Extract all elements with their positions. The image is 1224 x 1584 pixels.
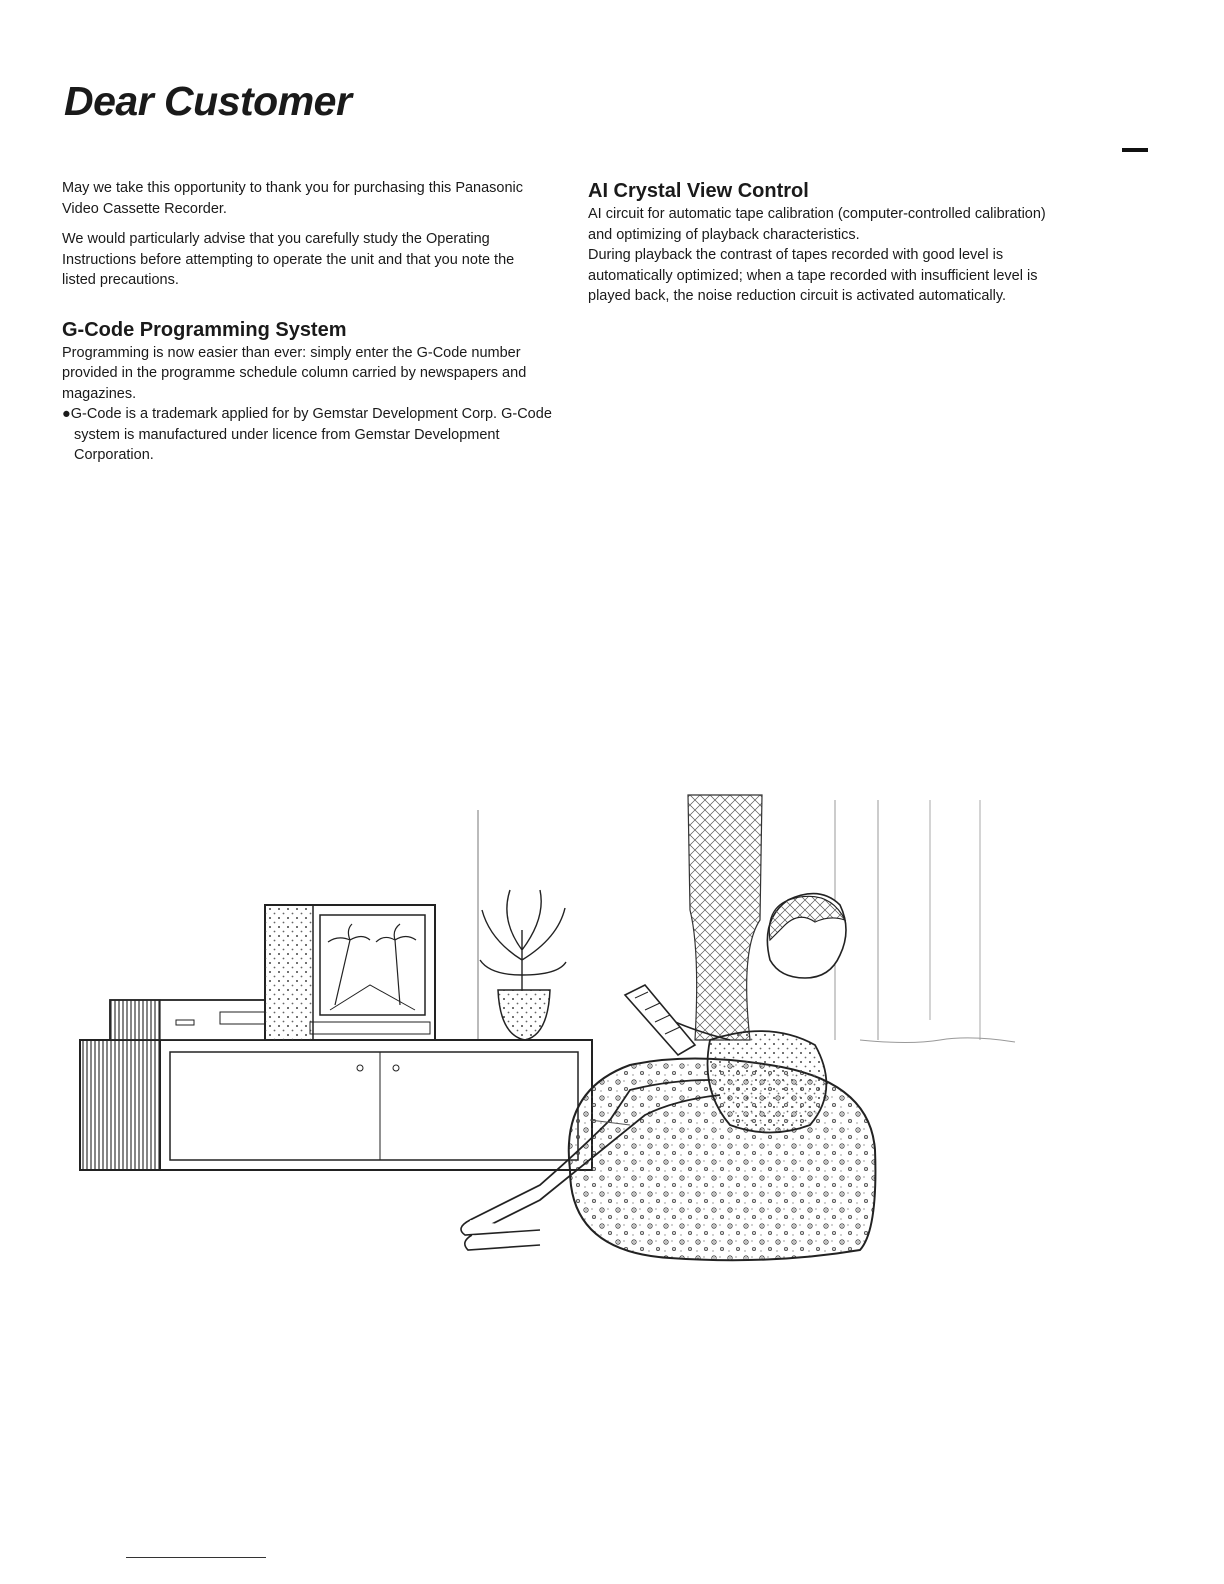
intro-paragraph-2: We would particularly advise that you carefully study the Operating Instructions before attempting to operate the unit and that you note the listed precautions. [62, 231, 515, 288]
footer-rule [126, 1557, 266, 1558]
intro-paragraph-1: May we take this opportunity to thank you for purchasing this Panasonic Video Cassette Recorder. [62, 180, 524, 217]
flower-pot [498, 990, 550, 1040]
curtain [688, 795, 762, 1040]
gcode-body: Programming is now easier than ever: simply enter the G-Code number provided in the programme schedule column carried by newspapers and magazines. [62, 344, 527, 402]
cabinet-side-shading [80, 1040, 160, 1170]
ai-crystal-paragraph-2: During playback the contrast of tapes recorded with good level is automatically optimized; when a tape recorded with insufficient level is played back, the noise reduction circuit is activated automatically. [588, 247, 1038, 304]
plant-leaves [480, 890, 566, 990]
woman-torso [708, 1031, 827, 1132]
gcode-heading: G-Code Programming System [62, 318, 347, 341]
vcr-side [110, 1000, 160, 1040]
shoe [461, 1220, 540, 1235]
page-edge-mark [1122, 148, 1148, 152]
ai-crystal-paragraph-1: AI circuit for automatic tape calibration (computer-controlled calibration) and optimizing of playback characteristics. [588, 206, 1046, 243]
television-side [265, 905, 313, 1040]
sheer-curtain-hem [860, 1038, 1015, 1043]
ai-crystal-heading: AI Crystal View Control [588, 180, 809, 202]
living-room-illustration [70, 790, 1020, 1270]
gcode-trademark-note: ●G-Code is a trademark applied for by Gemstar Development Corp. G-Code system is manufactured under licence from Gemstar Development Corporation. [62, 406, 552, 463]
page-title: Dear Customer [64, 78, 352, 124]
shoe [465, 1235, 540, 1250]
right-column [588, 178, 1058, 307]
left-column [62, 178, 552, 466]
